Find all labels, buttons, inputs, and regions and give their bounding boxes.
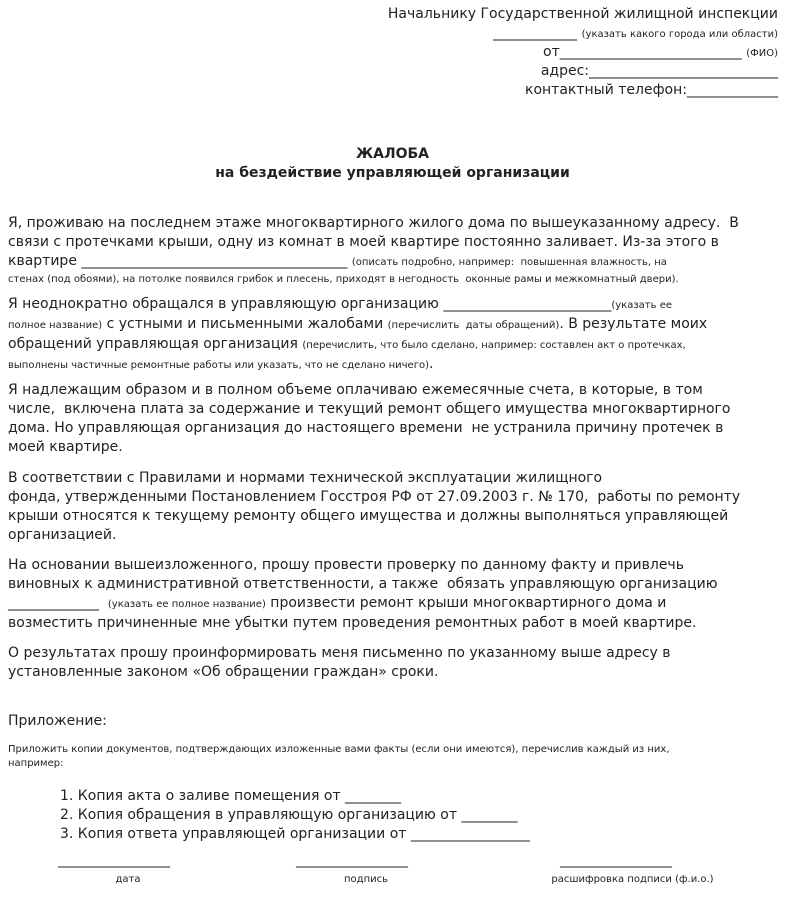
para1-hint: (описать подробно, например: повышенная влажность, на	[351, 257, 667, 268]
paragraph-5	[8, 556, 776, 633]
para4-line: крыши относятся к текущему ремонту общего имущества и должны выполняться управляющей	[8, 508, 729, 524]
list-item: 2. Копия обращения в управляющую организацию от ________	[60, 807, 518, 823]
signature-field[interactable]: ________________	[296, 852, 408, 868]
para6-line: О результатах прошу проинформировать меня письменно по указанному выше адресу в	[8, 645, 671, 661]
para2-line	[8, 335, 776, 355]
paragraph-6	[8, 644, 776, 682]
list-item: 3. Копия ответа управляющей организации от _________________	[60, 826, 530, 842]
appendix-hint	[8, 743, 778, 771]
para3-line: Я надлежащим образом и в полном объеме оплачиваю ежемесячные счета, в которые, в том	[8, 382, 703, 398]
org-name-blank[interactable]: _____________	[8, 595, 99, 611]
fio-hint: (ФИО)	[746, 48, 778, 59]
from-label: от	[543, 44, 560, 60]
name-field[interactable]: ________________	[560, 852, 672, 868]
para1-text: квартире ______________________________________	[8, 253, 348, 269]
header-recipient	[388, 5, 778, 24]
para2-text: .	[429, 356, 434, 372]
date-field[interactable]: ________________	[58, 852, 170, 868]
appendix-hint-line: Приложить копии документов, подтверждающих изложенные вами факты (если они имеются), перечислив каждый из них,	[8, 744, 670, 755]
para1-line: связи с протечками крыши, одну из комнат в моей квартире постоянно заливает. Из-за этого в	[8, 234, 719, 250]
para2-line	[8, 315, 776, 335]
paragraph-2	[8, 295, 776, 375]
name-caption: расшифровка подписи (ф.и.о.)	[551, 874, 714, 885]
para2-line	[8, 355, 776, 375]
city-hint: (указать какого города или области)	[581, 29, 778, 40]
para6-line: установленные законом «Об обращении граждан» сроки.	[8, 664, 439, 680]
address-field[interactable]: адрес:___________________________	[540, 63, 778, 79]
para1-hint: стенах (под обоями), на потолке появился грибок и плесень, приходят в негодность оконные рамы и межкомнатный двери).	[8, 274, 679, 285]
para2-hint: выполнены частичные ремонтные работы или указать, что не сделано ничего)	[8, 360, 429, 371]
header-city-line	[493, 24, 778, 44]
appendix-list	[60, 787, 530, 844]
para5-text: произвести ремонт крыши многоквартирного дома и	[265, 595, 667, 611]
appendix-heading: Приложение:	[8, 713, 107, 729]
document-title: ЖАЛОБА	[355, 146, 429, 162]
para1-line	[8, 252, 776, 272]
fio-blank[interactable]: __________________________	[559, 44, 742, 60]
para5-line: виновных к административной ответственности, а также обязать управляющую организацию	[8, 576, 718, 592]
header-recipient-text: Начальнику Государственной жилищной инспекции	[387, 6, 778, 22]
paragraph-4	[8, 469, 776, 545]
para2-line	[8, 295, 776, 315]
para3-line: числе, включена плата за содержание и текущий ремонт общего имущества многоквартирного	[8, 401, 731, 417]
para3-line: дома. Но управляющая организация до настоящего времени не устранила причину протечек в	[8, 420, 724, 436]
para2-text: . В результате моих	[559, 316, 708, 332]
header-phone-line	[525, 81, 778, 100]
header-from-line	[543, 43, 778, 63]
signature-caption: подпись	[344, 874, 388, 885]
para2-hint: (перечислить, что было сделано, например: составлен акт о протечках,	[302, 340, 686, 351]
para5-hint: (указать ее полное название)	[107, 599, 266, 610]
date-caption: дата	[115, 874, 141, 885]
para2-text: с устными и письменными жалобами	[102, 316, 388, 332]
para4-line: фонда, утвержденными Постановлением Госстроя РФ от 27.09.2003 г. № 170, работы по ремонту	[8, 489, 741, 505]
list-item: 1. Копия акта о заливе помещения от ________	[60, 788, 402, 804]
paragraph-3	[8, 381, 776, 457]
paragraph-1	[8, 214, 776, 287]
para2-hint: (указать ее	[611, 300, 672, 311]
para5-line: На основании вышеизложенного, прошу провести проверку по данному факту и привлечь	[8, 557, 684, 573]
para2-text: Я неоднократно обращался в управляющую организацию ________________________	[8, 296, 612, 312]
para4-line: В соответствии с Правилами и нормами технической эксплуатации жилищного	[8, 470, 603, 486]
para3-line: моей квартире.	[8, 439, 123, 455]
para2-hint: (перечислить даты обращений)	[387, 320, 560, 331]
document-subtitle: на бездействие управляющей организации	[215, 165, 570, 181]
city-blank[interactable]: ____________	[493, 25, 578, 41]
para1-line: Я, проживаю на последнем этаже многоквартирного жилого дома по вышеуказанному адресу. В	[8, 215, 739, 231]
para4-line: организацией.	[8, 527, 117, 543]
appendix-hint-line: например:	[8, 758, 64, 769]
header-address-line	[541, 62, 778, 81]
para2-hint: полное название)	[8, 320, 103, 331]
para2-text: обращений управляющая организация	[8, 336, 303, 352]
phone-field[interactable]: контактный телефон:_____________	[524, 82, 778, 98]
para5-line: возместить причиненные мне убытки путем проведения ремонтных работ в моей квартире.	[8, 615, 697, 631]
para5-line	[8, 594, 776, 614]
